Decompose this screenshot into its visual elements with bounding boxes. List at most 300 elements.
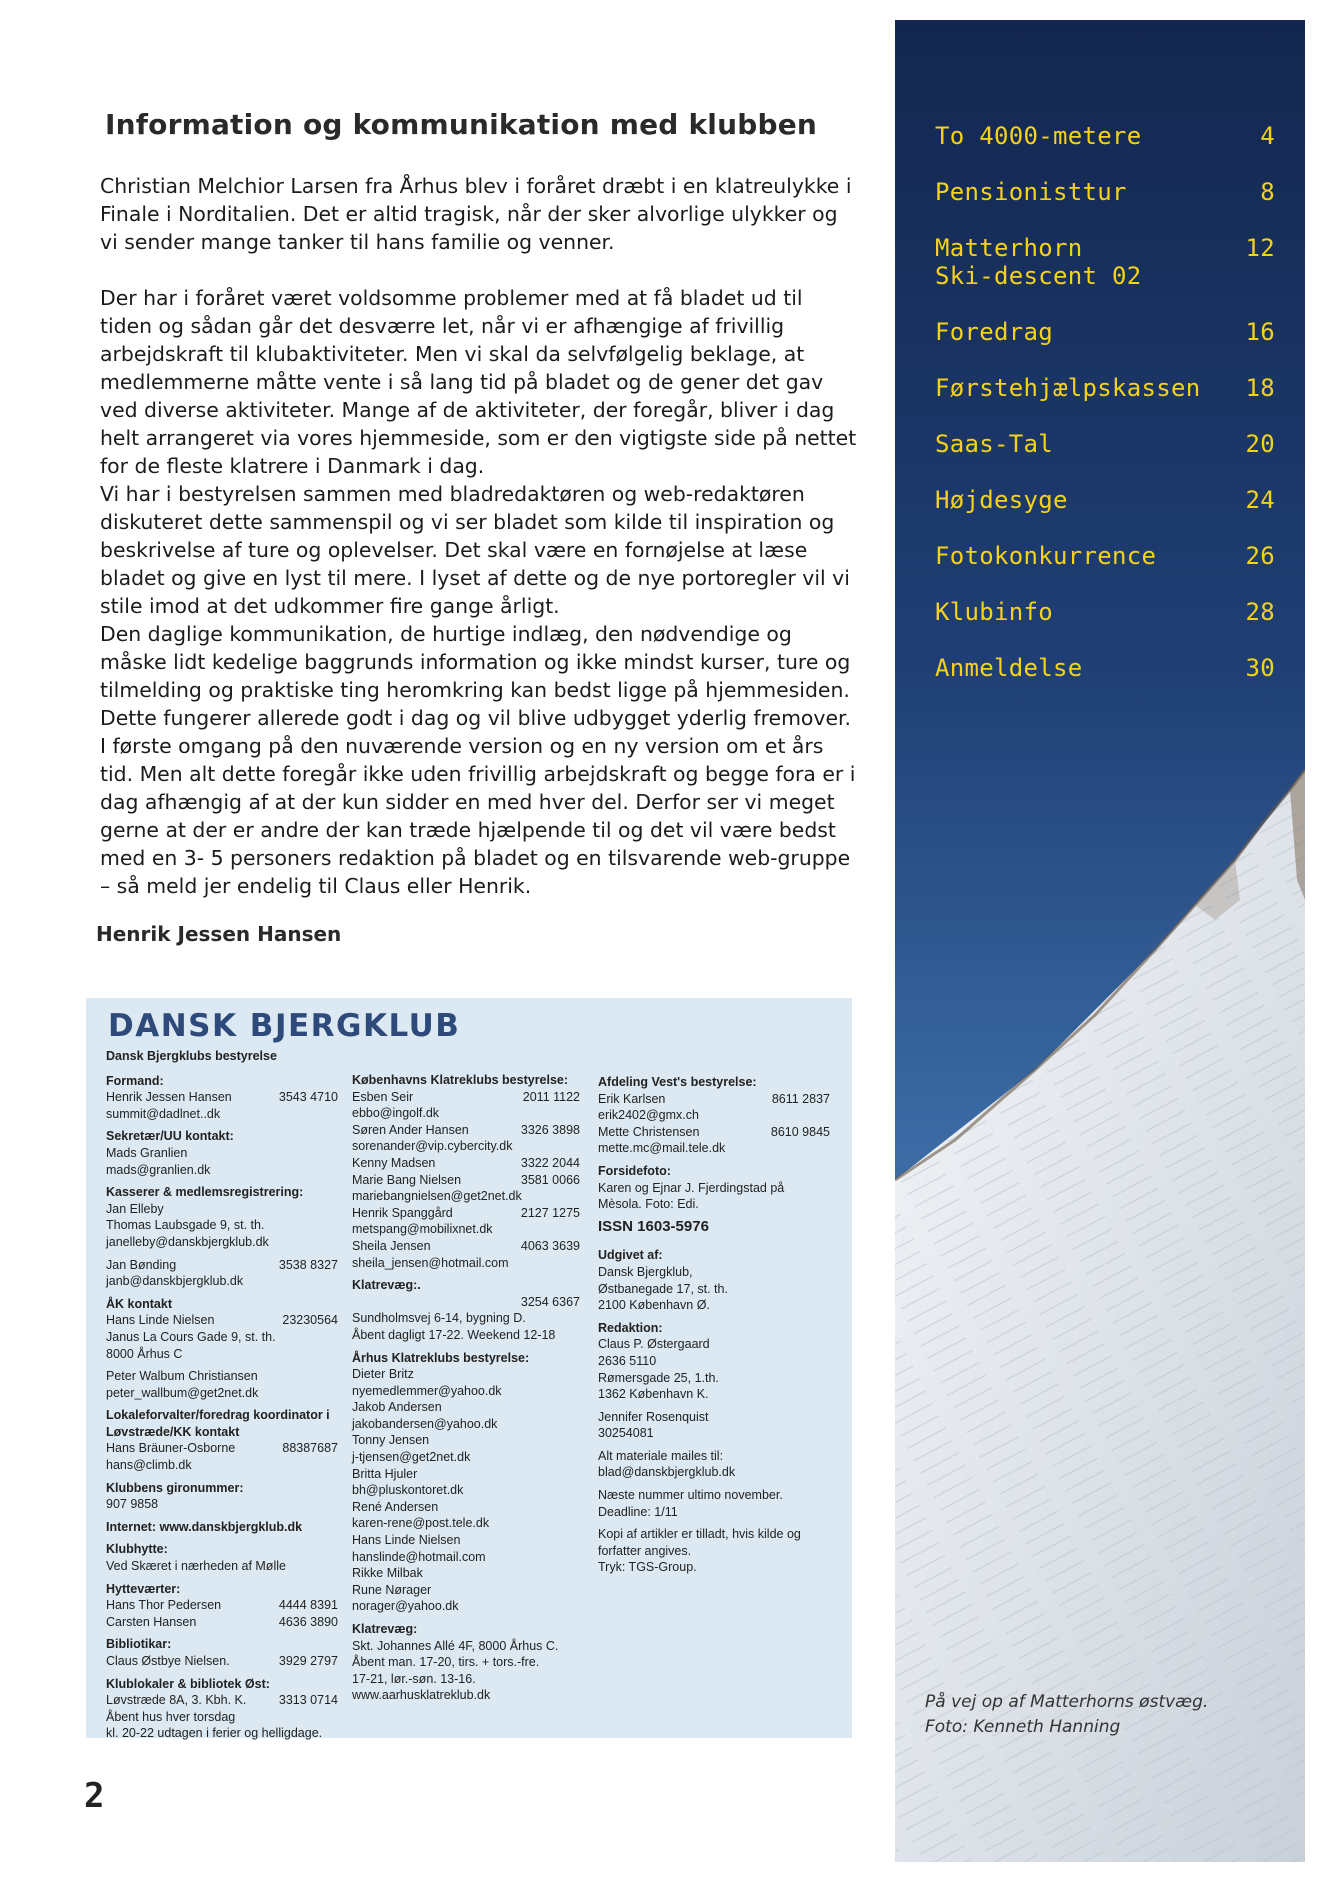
contact-text: nyemedlemmer@yahoo.dk <box>352 1383 502 1398</box>
contact-row <box>598 1140 830 1157</box>
contact-row <box>106 1496 338 1513</box>
contact-text: Hans Bräuner-Osborne <box>106 1441 236 1456</box>
contact-text: 30254081 <box>598 1426 654 1441</box>
article-body <box>100 172 860 900</box>
contents-sidebar <box>895 20 1305 1862</box>
contact-text: Rune Nørager <box>352 1582 432 1597</box>
contact-row <box>352 1327 580 1344</box>
contact-text: Næste nummer ultimo november. <box>598 1488 783 1503</box>
toc-page: 24 <box>1245 486 1275 514</box>
contact-row <box>106 1329 338 1346</box>
contact-row <box>106 1145 338 1162</box>
contact-phone: 3929 2797 <box>278 1654 338 1668</box>
contact-phone <box>332 1217 338 1234</box>
contact-group-label: Århus Klatreklubs bestyrelse: <box>352 1350 530 1365</box>
contact-text: blad@danskbjergklub.dk <box>598 1465 736 1480</box>
contact-row <box>352 1687 580 1704</box>
contact-row <box>598 1336 830 1353</box>
contact-text: Skt. Johannes Allé 4F, 8000 Århus C. <box>352 1638 559 1653</box>
contact-group-label: Københavns Klatreklubs bestyrelse: <box>352 1073 569 1087</box>
contact-row <box>106 1089 338 1106</box>
contact-group-label: Afdeling Vest's bestyrelse: <box>598 1075 757 1089</box>
contact-row <box>106 1692 338 1709</box>
toc-title: Matterhorn Ski-descent 02 <box>935 234 1142 290</box>
contact-group-label: Internet: www.danskbjergklub.dk <box>106 1519 303 1534</box>
contact-group-label: Forsidefoto: <box>598 1163 671 1178</box>
contact-group <box>106 1541 338 1574</box>
contact-row <box>106 1217 338 1234</box>
contact-phone <box>574 1582 580 1599</box>
contact-row <box>352 1416 580 1433</box>
contact-row <box>598 1504 830 1521</box>
toc-page: 30 <box>1245 654 1275 682</box>
contact-group-label: Kasserer & medlemsregistrering: <box>106 1185 304 1200</box>
toc-item[interactable] <box>935 542 1275 598</box>
contact-text: kl. 20-22 udtagen i ferier og helligdage. <box>106 1726 323 1741</box>
contact-text: hanslinde@hotmail.com <box>352 1549 486 1564</box>
article-paragraph: Den daglige kommunikation, de hurtige indlæg, den nødvendige og måske lidt kedelige baggrunds information og ikke mindst kurser, ture og tilmelding og praktiske ting heromkring kan bedst ligge på hjemmesiden. Dette fungerer allerede godt i dag og vil blive udbygget yderlig fremover. I første omgang på den nuværende version og en ny version om et års tid. Men alt dette foregår ikke uden frivillig arbejdskraft og begge fora er i dag afhængig af at der kun sidder en med hver del. Derfor ser vi meget gerne at der er andre der kan træde hjælpende til og det vil være bedst med en 3- 5 personers redaktion på bladet og en tilsvarende web-gruppe – så meld jer endelig til Claus eller Henrik. <box>100 622 856 898</box>
contact-group-label: Formand: <box>106 1073 164 1088</box>
contact-text: 17-21, lør.-søn. 13-16. <box>352 1671 476 1686</box>
contact-row <box>352 1638 580 1655</box>
contact-text: Sundholmsvej 6-14, bygning D. <box>352 1311 526 1326</box>
contact-group <box>598 1320 830 1403</box>
contact-phone <box>824 1297 830 1314</box>
contact-phone: 88387687 <box>282 1441 338 1456</box>
contact-text: www.aarhusklatreklub.dk <box>352 1688 491 1703</box>
contact-text: Britta Hjuler <box>352 1466 418 1481</box>
contact-text: Mèsola. Foto: Edi. <box>598 1197 699 1212</box>
contact-text: 8000 Århus C <box>106 1346 183 1361</box>
contact-row <box>352 1172 580 1189</box>
contact-phone <box>574 1671 580 1688</box>
contact-row <box>352 1515 580 1532</box>
contact-row <box>106 1725 338 1742</box>
article-paragraph: Der har i foråret været voldsomme problemer med at få bladet ud til tiden og sådan går det desværre let, når vi er afhængige af frivillig arbejdskraft til klubaktiviteter. Men vi skal da selvfølgelig beklage, at medlemmerne måtte vente i så lang tid på bladet og de gener det gav ved diverse aktiviteter. Mange af de aktiviteter, der foregår, bliver i dag helt arrangeret via vores hjemmeside, som er den vigtigste side på nettet for de fleste klatrere i Danmark i dag. <box>100 286 857 478</box>
contact-text: 907 9858 <box>106 1497 159 1512</box>
contact-text: Janus La Cours Gade 9, st. th. <box>106 1329 276 1344</box>
contact-row <box>352 1138 580 1155</box>
contact-phone <box>824 1526 830 1559</box>
contact-phone <box>824 1353 830 1370</box>
contact-text: hans@climb.dk <box>106 1458 192 1473</box>
contact-row <box>598 1487 830 1504</box>
contact-text: Erik Karlsen <box>598 1091 666 1106</box>
contact-text: Sheila Jensen <box>352 1238 431 1253</box>
contact-phone <box>332 1346 338 1363</box>
contact-row <box>352 1549 580 1566</box>
toc-page: 16 <box>1245 318 1275 346</box>
contact-phone <box>574 1138 580 1155</box>
contact-row <box>598 1264 830 1281</box>
contact-text: j-tjensen@get2net.dk <box>352 1450 471 1465</box>
contact-row <box>598 1425 830 1442</box>
caption-line: På vej op af Matterhorns østvæg. <box>925 1692 1209 1712</box>
contact-phone <box>824 1370 830 1387</box>
contact-row <box>352 1255 580 1272</box>
club-info-box <box>86 998 852 1741</box>
contact-phone <box>332 1385 338 1402</box>
contact-phone <box>824 1336 830 1353</box>
contact-text: norager@yahoo.dk <box>352 1599 459 1614</box>
contact-text: summit@dadlnet..dk <box>106 1106 221 1121</box>
contact-group <box>106 1676 338 1742</box>
contact-phone <box>332 1273 338 1290</box>
contact-phone <box>332 1201 338 1218</box>
contact-group-label: Klatrevæg: <box>352 1622 418 1636</box>
board-subtitle: Dansk Bjergklubs bestyrelse <box>106 1049 277 1063</box>
contact-row <box>352 1432 580 1449</box>
contact-phone: 3581 0066 <box>520 1172 580 1187</box>
contact-row <box>106 1201 338 1218</box>
contact-group <box>106 1480 338 1513</box>
contact-row <box>598 1107 830 1124</box>
contact-phone <box>824 1504 830 1521</box>
toc-item[interactable] <box>935 318 1275 374</box>
contact-phone <box>574 1654 580 1671</box>
contact-group-label: Lokaleforvalter/foredrag koordinator i Løvstræde/KK kontakt <box>106 1408 330 1439</box>
contact-phone <box>824 1409 830 1426</box>
contact-phone <box>332 1368 338 1385</box>
contact-phone <box>332 1106 338 1123</box>
contact-row <box>352 1565 580 1582</box>
contact-row <box>352 1482 580 1499</box>
contact-phone <box>824 1281 830 1298</box>
contact-phone <box>574 1416 580 1433</box>
contact-phone <box>824 1448 830 1465</box>
contact-group <box>598 1163 830 1213</box>
issn-number: ISSN 1603-5976 <box>598 1217 709 1235</box>
contact-row <box>106 1368 338 1385</box>
contact-phone <box>574 1598 580 1615</box>
contact-phone <box>824 1196 830 1213</box>
contact-phone <box>824 1464 830 1481</box>
contact-phone <box>574 1188 580 1205</box>
contact-group <box>598 1409 830 1442</box>
contact-row <box>352 1598 580 1615</box>
contact-phone <box>824 1180 830 1197</box>
contact-phone <box>574 1466 580 1483</box>
contact-text: Peter Walbum Christiansen <box>106 1369 258 1384</box>
contact-phone: 2011 1122 <box>522 1089 580 1104</box>
contact-row <box>598 1409 830 1426</box>
contact-row <box>352 1671 580 1688</box>
contact-group <box>352 1621 580 1704</box>
contact-group <box>106 1073 338 1123</box>
contact-phone <box>574 1310 580 1327</box>
contact-phone <box>824 1140 830 1157</box>
contact-text: Østbanegade 17, st. th. <box>598 1281 728 1296</box>
contact-row <box>106 1614 338 1631</box>
contact-text: Alt materiale mailes til: <box>598 1448 724 1463</box>
toc-page: 26 <box>1245 542 1275 570</box>
contact-text: ebbo@ingolf.dk <box>352 1106 440 1121</box>
contact-text: Jan Bønding <box>106 1257 177 1272</box>
contact-text: Rikke Milbak <box>352 1566 423 1581</box>
contact-phone <box>574 1532 580 1549</box>
article-signature: Henrik Jessen Hansen <box>96 922 342 946</box>
contact-text: Dansk Bjergklub, <box>598 1264 693 1279</box>
contact-phone <box>574 1255 580 1272</box>
contact-phone <box>332 1725 338 1742</box>
contact-group <box>598 1487 830 1520</box>
contact-row <box>598 1353 830 1370</box>
toc-item[interactable] <box>935 122 1275 178</box>
toc-page: 20 <box>1245 430 1275 458</box>
contact-phone <box>332 1496 338 1513</box>
contact-text: Esben Seir <box>352 1089 414 1104</box>
contact-row <box>106 1440 338 1457</box>
contact-text: Henrik Jessen Hansen <box>106 1090 232 1105</box>
contact-phone <box>574 1366 580 1383</box>
toc-page: 28 <box>1245 598 1275 626</box>
toc-title: To 4000-metere <box>935 122 1142 150</box>
contact-row <box>106 1162 338 1179</box>
contact-group <box>106 1581 338 1631</box>
toc-page: 8 <box>1260 178 1275 206</box>
toc-title: Førstehjælpskassen <box>935 374 1201 402</box>
contact-phone <box>824 1264 830 1281</box>
contact-group-label: Bibliotikar: <box>106 1637 172 1652</box>
contact-text: 2636 5110 <box>598 1353 657 1368</box>
contact-text: mariebangnielsen@get2net.dk <box>352 1189 522 1204</box>
contact-group-label: Hytteværter: <box>106 1581 181 1596</box>
contact-text: sorenander@vip.cybercity.dk <box>352 1139 513 1154</box>
contact-group <box>106 1407 338 1473</box>
article-paragraph: Vi har i bestyrelsen sammen med bladredaktøren og web-redaktøren diskuteret dette sammenspil og vi ser bladet som kilde til inspiration og beskrivelse af ture og oplevelser. Det skal være en fornøjelse at læse bladet og give en lyst til mere. I lyset af dette og de nye portoregler vil vi stile imod at det udkommer fire gange årligt. <box>100 482 850 618</box>
contact-text: bh@pluskontoret.dk <box>352 1483 464 1498</box>
contact-row <box>106 1346 338 1363</box>
contact-text: Deadline: 1/11 <box>598 1504 678 1519</box>
contact-phone <box>332 1329 338 1346</box>
contact-text: Åbent hus hver torsdag <box>106 1709 236 1724</box>
table-of-contents <box>935 122 1275 710</box>
contact-phone: 4063 3639 <box>520 1238 580 1253</box>
contact-row <box>598 1091 830 1108</box>
contact-row <box>598 1196 830 1213</box>
contact-group-label: ÅK kontakt <box>106 1296 172 1311</box>
toc-title: Højdesyge <box>935 486 1068 514</box>
contact-phone <box>824 1559 830 1576</box>
contact-text: Jakob Andersen <box>352 1400 442 1415</box>
contact-text: Claus Østbye Nielsen. <box>106 1654 230 1668</box>
contact-group-label: Klubhytte: <box>106 1542 168 1557</box>
contact-group <box>106 1184 338 1250</box>
contact-phone <box>574 1221 580 1238</box>
contact-text: Åbent dagligt 17-22. Weekend 12-18 <box>352 1327 556 1342</box>
contact-group <box>106 1368 338 1401</box>
contact-phone <box>332 1145 338 1162</box>
contact-row <box>352 1466 580 1483</box>
contact-text: Karen og Ejnar J. Fjerdingstad på <box>598 1180 785 1195</box>
contact-row <box>598 1297 830 1314</box>
contact-text: Jan Elleby <box>106 1201 164 1216</box>
toc-page: 12 <box>1245 234 1275 262</box>
contact-phone <box>574 1565 580 1582</box>
contact-group-label: Klatrevæg:. <box>352 1278 421 1293</box>
contact-text: Henrik Spanggård <box>352 1205 453 1220</box>
contact-text: Løvstræde 8A, 3. Kbh. K. <box>106 1693 247 1708</box>
contact-phone: 4636 3890 <box>278 1614 338 1629</box>
contact-text: erik2402@gmx.ch <box>598 1108 699 1123</box>
contact-text: 2100 København Ø. <box>598 1298 710 1313</box>
contact-text: Åbent man. 17-20, tirs. + tors.-fre. <box>352 1655 540 1670</box>
contact-phone <box>332 1234 338 1251</box>
contact-phone <box>332 1709 338 1726</box>
contact-text: Dieter Britz <box>352 1367 414 1382</box>
contact-group-label: Klubbens gironummer: <box>106 1480 244 1495</box>
contact-group <box>106 1519 338 1536</box>
contact-row <box>352 1205 580 1222</box>
contact-text: janelleby@danskbjergklub.dk <box>106 1234 269 1249</box>
contact-text: Hans Thor Pedersen <box>106 1598 222 1613</box>
contact-phone <box>574 1399 580 1416</box>
publication-groups <box>598 1247 830 1576</box>
page-number: 2 <box>84 1776 105 1816</box>
contact-phone <box>332 1558 338 1575</box>
contact-row <box>598 1448 830 1465</box>
contact-text: Rømersgade 25, 1.th. <box>598 1370 719 1385</box>
climbing-groups <box>352 1072 580 1704</box>
club-title: DANSK BJERGKLUB <box>108 1008 461 1044</box>
toc-title: Foredrag <box>935 318 1053 346</box>
contact-row <box>106 1257 338 1274</box>
contact-row <box>598 1124 830 1141</box>
contact-text: Kenny Madsen <box>352 1155 436 1170</box>
contact-phone <box>574 1638 580 1655</box>
toc-title: Pensionisttur <box>935 178 1127 206</box>
contact-phone: 2127 1275 <box>520 1205 580 1220</box>
contact-text: Marie Bang Nielsen <box>352 1172 462 1187</box>
toc-item[interactable] <box>935 654 1275 710</box>
contact-row <box>352 1188 580 1205</box>
contact-row <box>106 1597 338 1614</box>
contact-row <box>106 1234 338 1251</box>
contact-text: René Andersen <box>352 1499 439 1514</box>
contact-row <box>598 1559 830 1576</box>
toc-item[interactable] <box>935 598 1275 654</box>
toc-title: Fotokonkurrence <box>935 542 1157 570</box>
contact-row <box>106 1709 338 1726</box>
contact-text: Hans Linde Nielsen <box>352 1533 461 1548</box>
contact-row <box>106 1273 338 1290</box>
toc-page: 18 <box>1245 374 1275 402</box>
contact-row <box>106 1653 338 1670</box>
contact-phone <box>824 1425 830 1442</box>
contact-row <box>352 1449 580 1466</box>
contact-text: Mette Christensen <box>598 1124 700 1139</box>
contact-row <box>352 1089 580 1106</box>
contact-phone: 8610 9845 <box>770 1124 830 1139</box>
contact-row <box>598 1281 830 1298</box>
contact-phone <box>574 1687 580 1704</box>
contact-text: Jennifer Rosenquist <box>598 1409 709 1424</box>
contact-row <box>352 1532 580 1549</box>
contact-phone: 3254 6367 <box>520 1294 580 1309</box>
contact-phone <box>574 1549 580 1566</box>
contact-group <box>106 1257 338 1290</box>
contact-phone <box>824 1386 830 1403</box>
contact-phone <box>574 1499 580 1516</box>
contact-row <box>352 1383 580 1400</box>
contact-group <box>106 1128 338 1178</box>
contact-text: Claus P. Østergaard <box>598 1337 710 1352</box>
contact-group <box>598 1247 830 1313</box>
club-column-publication <box>598 1074 830 1582</box>
contact-row <box>352 1499 580 1516</box>
contact-group <box>598 1526 830 1576</box>
contact-phone <box>332 1162 338 1179</box>
contact-text: metspang@mobilixnet.dk <box>352 1222 493 1237</box>
contact-group-label: Udgivet af: <box>598 1248 663 1263</box>
contact-text: Tonny Jensen <box>352 1433 430 1448</box>
caption-credit: Foto: Kenneth Hanning <box>925 1717 1121 1737</box>
contact-text: Mads Granlien <box>106 1145 188 1160</box>
contact-text: Carsten Hansen <box>106 1614 197 1629</box>
contact-group <box>598 1448 830 1481</box>
contact-text: peter_wallbum@get2net.dk <box>106 1385 259 1400</box>
contact-row <box>352 1155 580 1172</box>
contact-text: mette.mc@mail.tele.dk <box>598 1141 726 1156</box>
contact-phone: 3313 0714 <box>278 1693 338 1708</box>
contact-group-label: Redaktion: <box>598 1320 663 1335</box>
contact-row <box>598 1180 830 1197</box>
board-groups <box>106 1073 338 1742</box>
contact-phone <box>574 1327 580 1344</box>
contact-text: mads@granlien.dk <box>106 1162 211 1177</box>
toc-item[interactable] <box>935 178 1275 234</box>
contact-phone: 3322 2044 <box>520 1155 580 1170</box>
contact-row <box>106 1385 338 1402</box>
photo-caption <box>925 1690 1285 1740</box>
toc-item[interactable] <box>935 234 1275 318</box>
contact-phone: 23230564 <box>282 1313 338 1328</box>
toc-item[interactable] <box>935 430 1275 486</box>
contact-text: Tryk: TGS-Group. <box>598 1560 697 1575</box>
contact-phone <box>574 1449 580 1466</box>
contact-text: karen-rene@post.tele.dk <box>352 1516 490 1531</box>
contact-phone: 8611 2837 <box>771 1091 830 1106</box>
contact-group <box>106 1636 338 1669</box>
contact-text: janb@danskbjergklub.dk <box>106 1274 244 1289</box>
toc-title: Klubinfo <box>935 598 1053 626</box>
contact-text: Kopi af artikler er tilladt, hvis kilde og forfatter angives. <box>598 1527 801 1558</box>
contact-row <box>598 1526 830 1559</box>
contact-phone: 3543 4710 <box>278 1090 338 1105</box>
contact-row <box>352 1310 580 1327</box>
west-groups <box>598 1074 830 1213</box>
contact-phone <box>574 1383 580 1400</box>
club-column-climbing <box>352 1072 580 1710</box>
toc-item[interactable] <box>935 374 1275 430</box>
contact-row <box>598 1370 830 1387</box>
contact-row <box>352 1654 580 1671</box>
toc-item[interactable] <box>935 486 1275 542</box>
contact-text: Hans Linde Nielsen <box>106 1313 215 1328</box>
contact-text: sheila_jensen@hotmail.com <box>352 1255 509 1270</box>
toc-title: Saas-Tal <box>935 430 1053 458</box>
contact-group <box>106 1296 338 1362</box>
contact-row <box>352 1399 580 1416</box>
contact-row <box>352 1366 580 1383</box>
contact-phone <box>574 1515 580 1532</box>
contact-group <box>352 1277 580 1343</box>
contact-phone: 3326 3898 <box>520 1122 580 1137</box>
contact-text: jakobandersen@yahoo.dk <box>352 1416 498 1431</box>
contact-text: Ved Skæret i nærheden af Mølle <box>106 1559 286 1574</box>
club-column-board <box>106 1048 338 1748</box>
toc-page: 4 <box>1260 122 1275 150</box>
